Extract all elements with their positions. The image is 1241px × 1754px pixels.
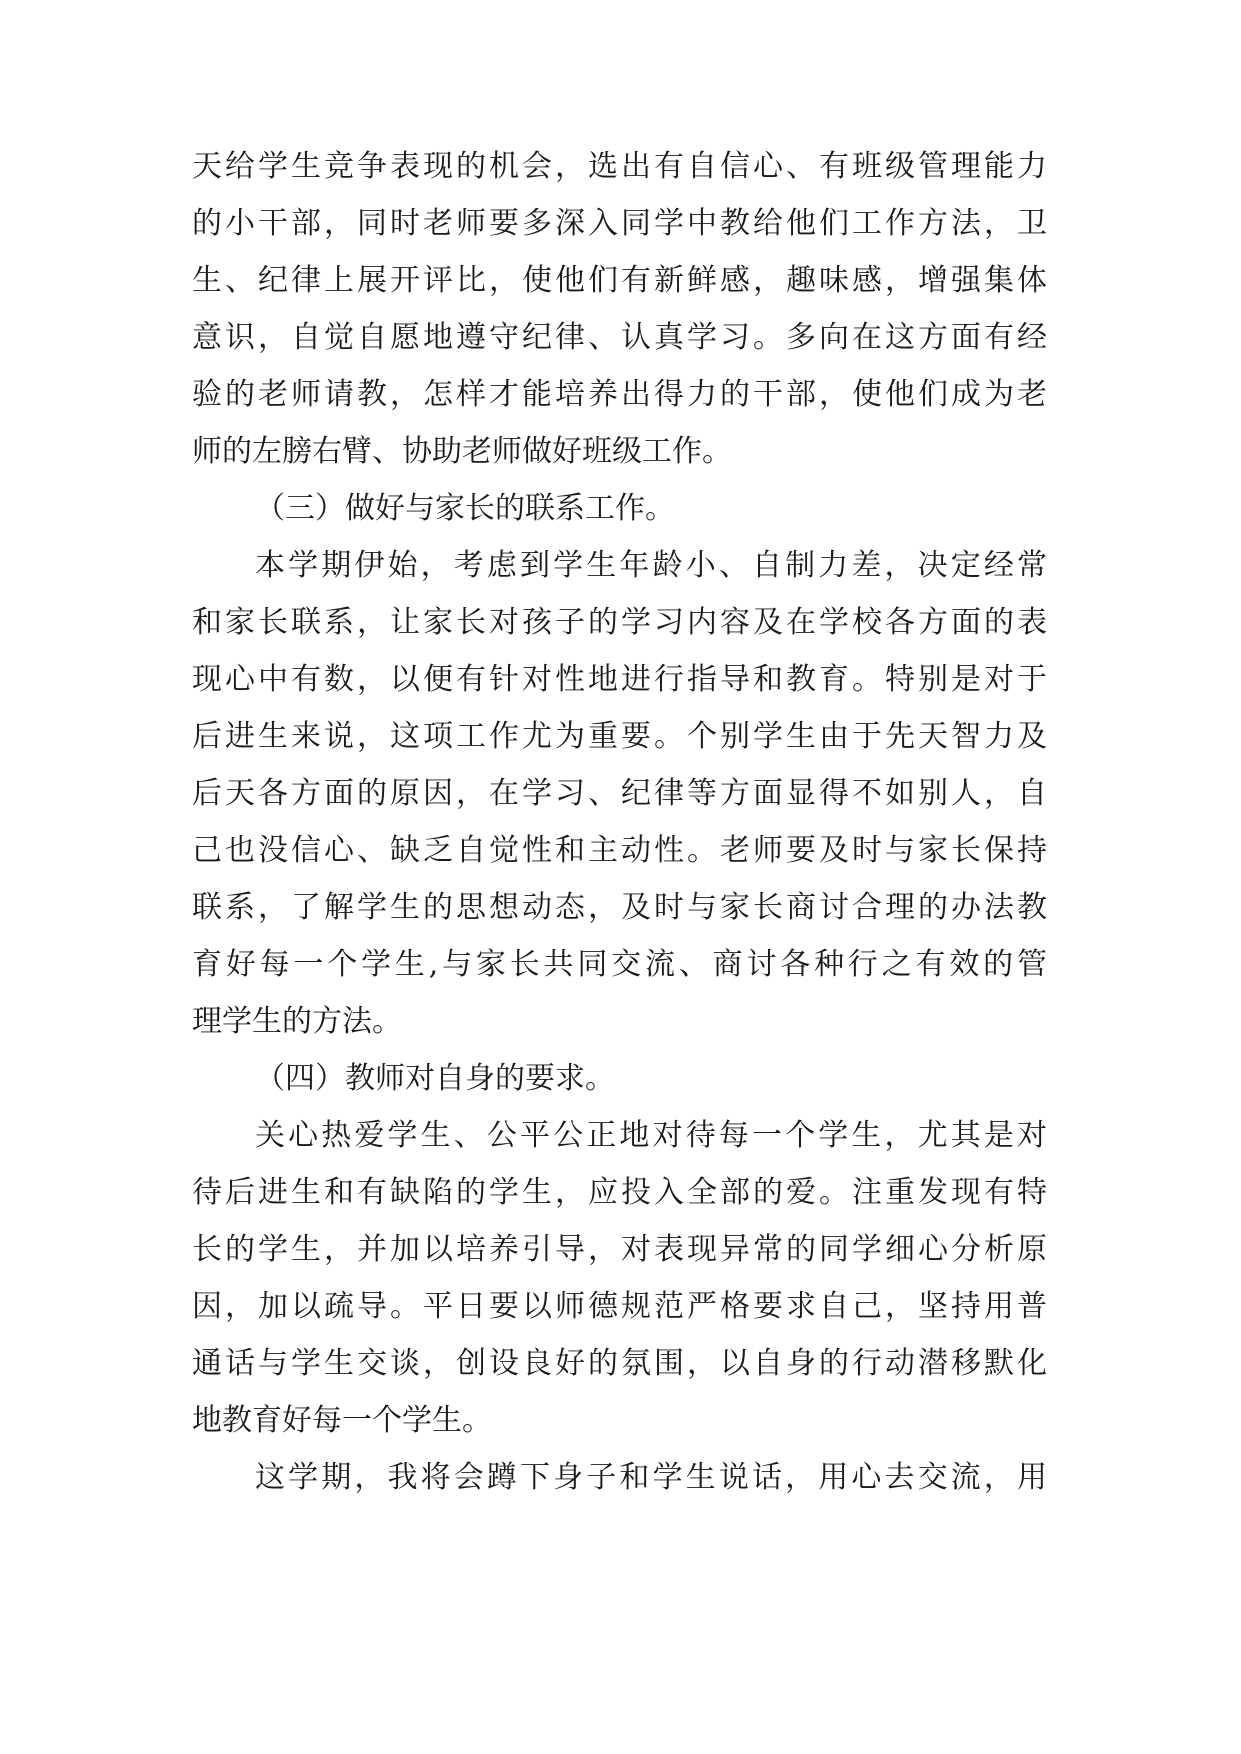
paragraph-line: 长的学生，并加以培养引导，对表现异常的同学细心分析原 (192, 1232, 1047, 1267)
paragraph-line: 生、纪律上展开评比，使他们有新鲜感，趣味感，增强集体 (192, 263, 1047, 298)
paragraph-line: 己也没信心、缺乏自觉性和主动性。老师要及时与家长保持 (192, 833, 1047, 868)
paragraph-line: 师的左膀右臂、协助老师做好班级工作。 (192, 434, 732, 469)
paragraph-line: 因，加以疏导。平日要以师德规范严格要求自己，坚持用普 (192, 1289, 1047, 1324)
paragraph-line: 联系，了解学生的思想动态，及时与家长商讨合理的办法教 (192, 890, 1047, 925)
paragraph-line: 后进生来说，这项工作尤为重要。个别学生由于先天智力及 (192, 719, 1047, 754)
paragraph-line: 待后进生和有缺陷的学生，应投入全部的爱。注重发现有特 (192, 1175, 1047, 1210)
paragraph-line: 的小干部，同时老师要多深入同学中教给他们工作方法，卫 (192, 206, 1047, 241)
paragraph-line: 育好每一个学生,与家长共同交流、商讨各种行之有效的管 (192, 947, 1047, 982)
paragraph-line: 现心中有数，以便有针对性地进行指导和教育。特别是对于 (192, 662, 1047, 697)
paragraph-line: 和家长联系，让家长对孩子的学习内容及在学校各方面的表 (192, 605, 1047, 640)
paragraph-line: 这学期，我将会蹲下身子和学生说话，用心去交流，用 (255, 1460, 1047, 1495)
paragraph-line: 天给学生竞争表现的机会，选出有自信心、有班级管理能力 (192, 149, 1047, 184)
paragraph-line: 理学生的方法。 (192, 1004, 402, 1039)
paragraph-line: 后天各方面的原因，在学习、纪律等方面显得不如别人，自 (192, 776, 1047, 811)
paragraph-line: 验的老师请教，怎样才能培养出得力的干部，使他们成为老 (192, 377, 1047, 412)
paragraph-line: 本学期伊始，考虑到学生年龄小、自制力差，决定经常 (255, 548, 1047, 583)
paragraph-line: 意识，自觉自愿地遵守纪律、认真学习。多向在这方面有经 (192, 320, 1047, 355)
section-heading-four: （四）教师对自身的要求。 (255, 1061, 615, 1096)
paragraph-line: 地教育好每一个学生。 (192, 1403, 492, 1438)
paragraph-line: 通话与学生交谈，创设良好的氛围，以自身的行动潜移默化 (192, 1346, 1047, 1381)
section-heading-three: （三）做好与家长的联系工作。 (255, 491, 675, 526)
paragraph-line: 关心热爱学生、公平公正地对待每一个学生，尤其是对 (255, 1118, 1047, 1153)
